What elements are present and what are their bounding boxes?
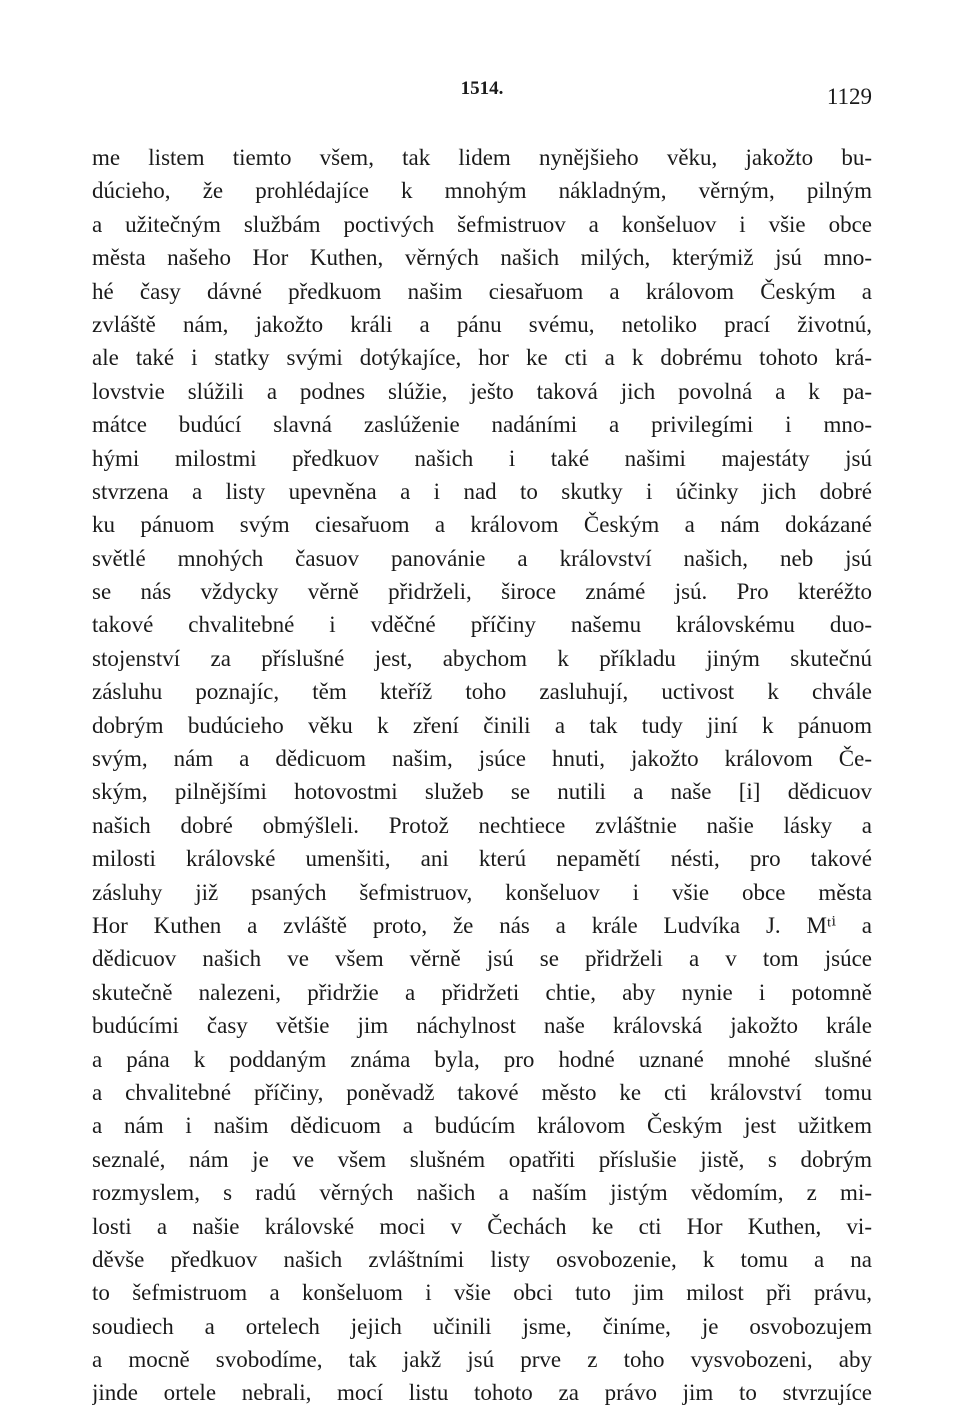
text-line: děvše předkuov našich zvláštními listy osvobozenie, k tomu a na: [92, 1246, 872, 1272]
text-line: stvrzena a listy upevněna a i nad to skutky i účinky jich dobré: [92, 478, 872, 504]
text-line: zvláště nám, jakožto králi a pánu svému, netoliko prací životnú,: [92, 311, 872, 337]
text-line: a nám i našim dědicuom a budúcím královom Českým jest užitkem: [92, 1113, 872, 1139]
text-line: ku pánuom svým ciesařuom a královom Českým a nám dokázané: [92, 512, 872, 538]
page-header: [92, 74, 872, 108]
text-line: skutečně nalezeni, přidržie a přidržeti chtie, aby nynie i potomně: [92, 979, 872, 1005]
text-line: lovstvie slúžili a podnes slúžie, ješto taková jich povolná a k pa-: [92, 378, 872, 404]
text-line: a pána k poddaným známa byla, pro hodné uznané mnohé slušné: [92, 1046, 872, 1072]
text-line: mátce budúcí slavná zaslúženie nadáními a privilegími i mno-: [92, 412, 872, 438]
header-year: 1514.: [460, 78, 504, 99]
text-line: takové chvalitebné i vděčné příčiny našemu královskému duo-: [92, 612, 872, 638]
text-line: ale také i statky svými dotýkajíce, hor ke cti a k dobrému tohoto krá-: [92, 345, 872, 371]
text-line: rozmyslem, s radú věrných našich a naším jistým vědomím, z mi-: [92, 1180, 872, 1206]
text-line: me listem tiemto všem, tak lidem nynějšieho věku, jakožto bu-: [92, 145, 872, 170]
text-line: budúcími časy většie jim náchylnost naše královská jakožto krále: [92, 1013, 872, 1039]
text-line: Hor Kuthen a zvláště proto, že nás a krále Ludvíka J. Mᵗⁱ a: [92, 912, 872, 938]
body-text: [92, 141, 872, 1410]
text-line: se nás vždycky věrně přidrželi, široce známé jsú. Pro kteréžto: [92, 579, 872, 605]
text-line: hé časy dávné předkuom našim ciesařuom a královom Českým a: [92, 278, 872, 304]
text-line: světlé mnohých časuov panovánie a království našich, neb jsú: [92, 545, 872, 571]
text-line: a užitečným službám poctivých šefmistruov a konšeluov i všie obce: [92, 211, 872, 237]
text-line: dobrým budúcieho věku k zření činili a tak tudy jiní k pánuom: [92, 712, 872, 738]
text-line: a chvalitebné příčiny, poněvadž takové město ke cti království tomu: [92, 1079, 872, 1105]
text-line: losti a našie královské moci v Čechách ke cti Hor Kuthen, vi-: [92, 1213, 872, 1239]
text-line: města našeho Hor Kuthen, věrných našich milých, kterýmiž jsú mno-: [92, 245, 872, 271]
text-line: seznalé, nám je ve všem slušném opatřiti příslušie jistě, s dobrým: [92, 1146, 872, 1172]
text-line: jinde ortele nebrali, mocí listu tohoto za právo jim to stvrzujíce: [92, 1380, 872, 1406]
page-number: 1129: [826, 84, 872, 109]
text-line: stojenství za příslušné jest, abychom k příkladu jiným skutečnú: [92, 645, 872, 671]
text-line: a mocně svobodíme, tak jakž jsú prve z toho vysvobozeni, aby: [92, 1347, 872, 1373]
text-line: dědicuov našich ve všem věrně jsú se přidrželi a v tom jsúce: [92, 946, 872, 972]
text-line: to šefmistruom a konšeluom i všie obci tuto jim milost při právu,: [92, 1280, 872, 1306]
text-line: dúcieho, že prohlédajíce k mnohým nákladným, věrným, pilným: [92, 178, 872, 204]
text-line: zásluhu poznajíc, těm kteříž toho zasluhují, uctivost k chvále: [92, 679, 872, 705]
text-line: svým, nám a dědicuom našim, jsúce hnuti, jakožto královom Če-: [92, 746, 872, 772]
text-line: našich dobré obmýšleli. Protož nechtiece zvláštnie našie lásky a: [92, 812, 872, 838]
text-line: zásluhy již psaných šefmistruov, konšeluov i všie obce města: [92, 879, 872, 905]
text-line: soudiech a ortelech jejich učinili jsme, činíme, je osvobozujem: [92, 1313, 872, 1339]
text-line: ským, pilnějšími hotovostmi služeb se nutili a naše [i] dědicuov: [92, 779, 872, 805]
text-line: hými milostmi předkuov našich i také našimi majestáty jsú: [92, 445, 872, 471]
text-line: milosti královské umenšiti, ani kterú nepamětí nésti, pro takové: [92, 846, 872, 872]
